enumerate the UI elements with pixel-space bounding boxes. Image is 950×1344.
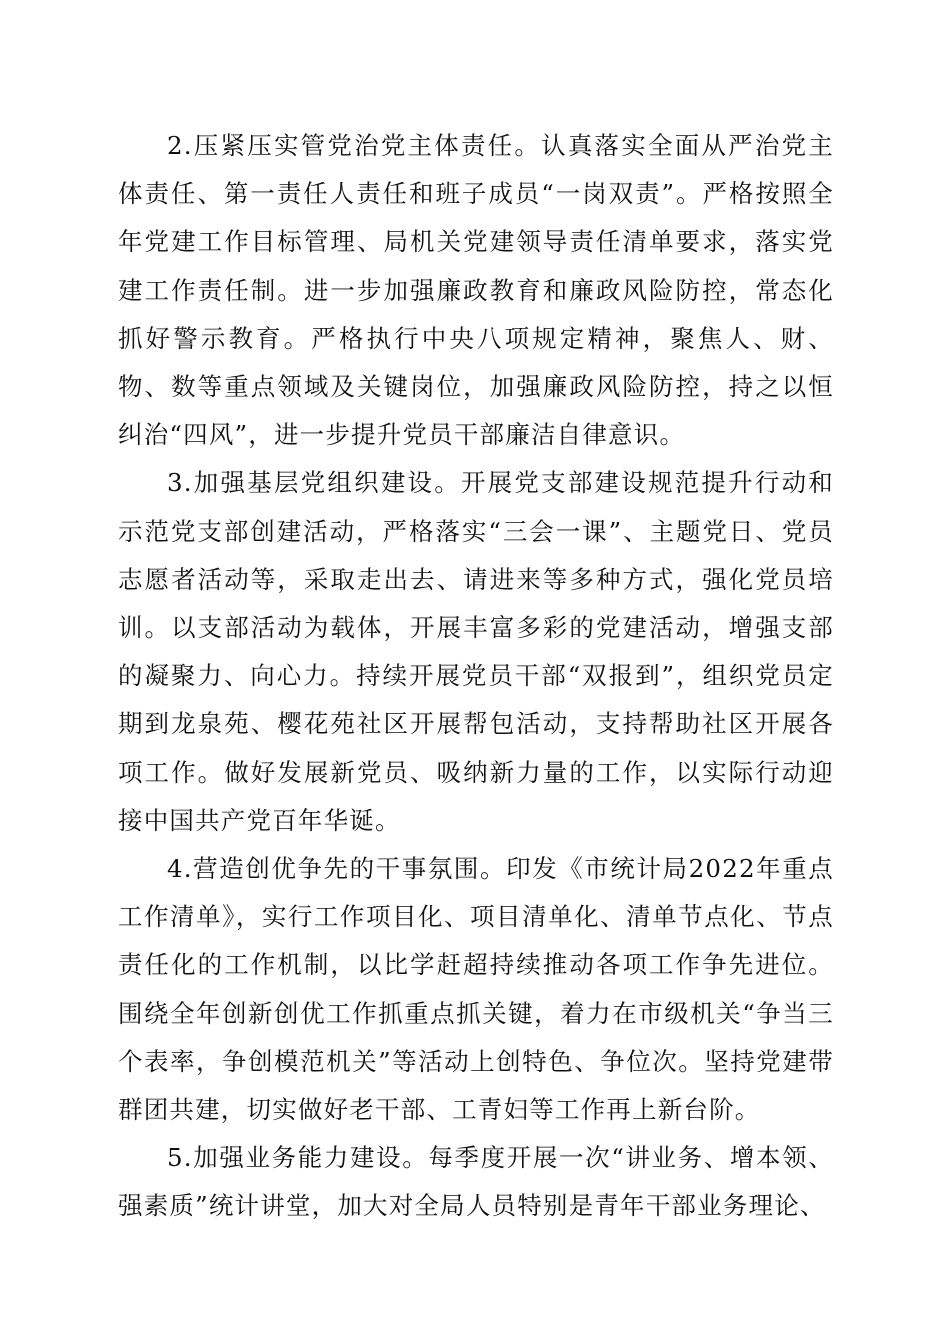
paragraph-5-professional-capacity: 5.加强业务能力建设。每季度开展一次“讲业务、增本领、强素质”统计讲堂，加大对全局人员特别是青年干部业务理论、 — [118, 1143, 834, 1221]
paragraph-4-work-atmosphere: 4.营造创优争先的干事氛围。印发《市统计局2022年重点工作清单》，实行工作项目化、项目清单化、清单节点化、节点责任化的工作机制，以比学赶超持续推动各项工作争先进位。围绕全年创新创优工作抓重点抓关键，着力在市级机关“争当三个表率，争创模范机关”等活动上创特色、争位次。坚持党建带群团共建，切实做好老干部、工青妇等工作再上新台阶。 — [118, 854, 834, 1125]
document-page — [118, 122, 834, 1231]
paragraph-3-grassroots-organization: 3.加强基层党组织建设。开展党支部建设规范提升行动和示范党支部创建活动，严格落实“三会一课”、主题党日、党员志愿者活动等，采取走出去、请进来等多种方式，强化党员培训。以支部活动为载体，开展丰富多彩的党建活动，增强支部的凝聚力、向心力。持续开展党员干部“双报到”，组织党员定期到龙泉苑、樱花苑社区开展帮包活动，支持帮助社区开展各项工作。做好发展新党员、吸纳新力量的工作，以实际行动迎接中国共产党百年华诞。 — [118, 468, 834, 835]
paragraph-2-party-responsibility: 2.压紧压实管党治党主体责任。认真落实全面从严治党主体责任、第一责任人责任和班子成员“一岗双责”。严格按照全年党建工作目标管理、局机关党建领导责任清单要求，落实党建工作责任制。进一步加强廉政教育和廉政风险防控，常态化抓好警示教育。严格执行中央八项规定精神，聚焦人、财、物、数等重点领域及关键岗位，加强廉政风险防控，持之以恒纠治“四风”，进一步提升党员干部廉洁自律意识。 — [118, 131, 834, 450]
